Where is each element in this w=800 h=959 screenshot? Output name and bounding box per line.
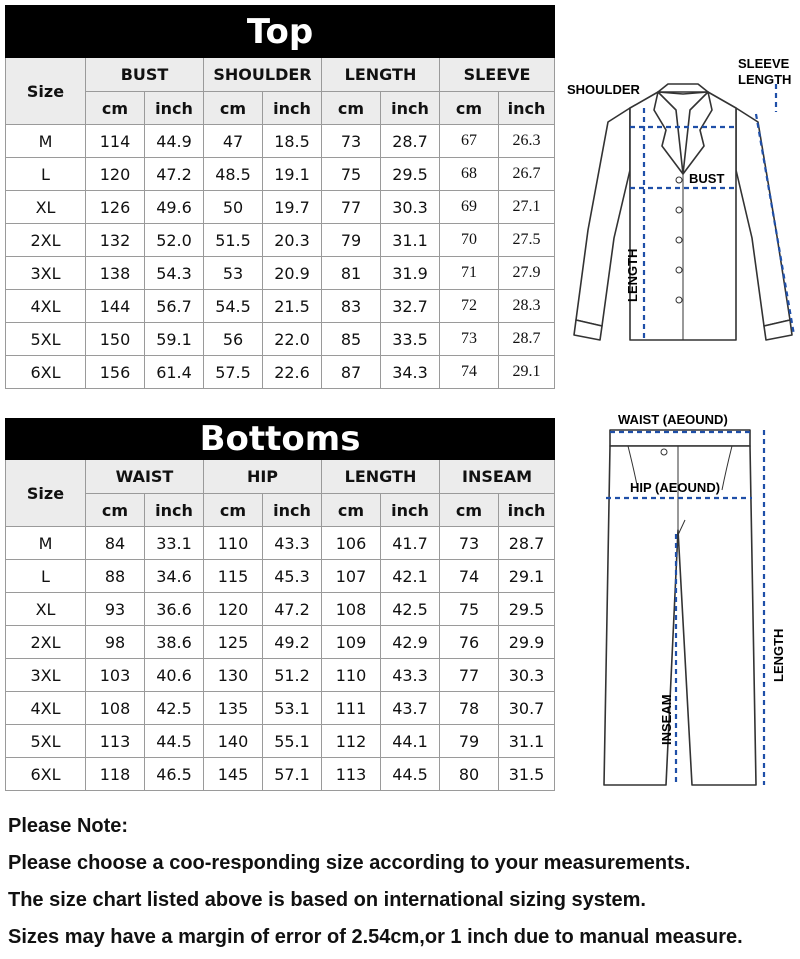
unit-header: inch xyxy=(263,494,322,527)
table-cell: 53.1 xyxy=(263,692,322,725)
table-cell: 85 xyxy=(322,323,381,356)
table-cell: 112 xyxy=(322,725,381,758)
unit-header: cm xyxy=(440,494,499,527)
table-cell: 19.7 xyxy=(263,191,322,224)
bust-header: BUST xyxy=(86,58,204,92)
table-cell: 53 xyxy=(204,257,263,290)
table-cell: 49.2 xyxy=(263,626,322,659)
sleeve-label-line2: LENGTH xyxy=(738,72,792,87)
size-cell: 3XL xyxy=(6,257,86,290)
table-cell: 29.1 xyxy=(499,560,555,593)
table-cell: 51.5 xyxy=(204,224,263,257)
size-header: Size xyxy=(6,58,86,125)
table-cell: 29.9 xyxy=(499,626,555,659)
table-cell: 115 xyxy=(204,560,263,593)
table-cell: 18.5 xyxy=(263,125,322,158)
inseam-header: INSEAM xyxy=(440,460,555,494)
table-cell: 30.7 xyxy=(499,692,555,725)
table-cell: 46.5 xyxy=(145,758,204,791)
table-cell: 22.6 xyxy=(263,356,322,389)
table-cell: 120 xyxy=(204,593,263,626)
table-row xyxy=(6,323,555,356)
table-cell: 83 xyxy=(322,290,381,323)
table-cell: 26.3 xyxy=(499,125,555,158)
size-cell: 3XL xyxy=(6,659,86,692)
table-cell: 28.7 xyxy=(499,323,555,356)
table-cell: 110 xyxy=(322,659,381,692)
table-cell: 49.6 xyxy=(145,191,204,224)
table-cell: 80 xyxy=(440,758,499,791)
table-cell: 107 xyxy=(322,560,381,593)
pants-button xyxy=(661,449,667,455)
table-cell: 111 xyxy=(322,692,381,725)
sleeve-header: SLEEVE xyxy=(440,58,555,92)
table-cell: 75 xyxy=(322,158,381,191)
shirt-button-1 xyxy=(676,177,682,183)
unit-header: cm xyxy=(440,92,499,125)
size-cell: L xyxy=(6,158,86,191)
table-cell: 108 xyxy=(86,692,145,725)
table-cell: 73 xyxy=(440,323,499,356)
table-cell: 33.1 xyxy=(145,527,204,560)
table-cell: 28.7 xyxy=(499,527,555,560)
table-cell: 61.4 xyxy=(145,356,204,389)
size-cell: 6XL xyxy=(6,758,86,791)
table-cell: 55.1 xyxy=(263,725,322,758)
table-row xyxy=(6,593,555,626)
table-row xyxy=(6,626,555,659)
table-cell: 113 xyxy=(86,725,145,758)
table-row xyxy=(6,257,555,290)
table-cell: 114 xyxy=(86,125,145,158)
shoulder-header: SHOULDER xyxy=(204,58,322,92)
unit-header: cm xyxy=(86,494,145,527)
table-cell: 40.6 xyxy=(145,659,204,692)
length-header: LENGTH xyxy=(322,460,440,494)
table-row xyxy=(6,659,555,692)
table-cell: 31.1 xyxy=(499,725,555,758)
unit-header: inch xyxy=(263,92,322,125)
shirt-button-3 xyxy=(676,237,682,243)
table-cell: 20.9 xyxy=(263,257,322,290)
table-cell: 73 xyxy=(440,527,499,560)
table-cell: 78 xyxy=(440,692,499,725)
table-row xyxy=(6,125,555,158)
size-cell: 2XL xyxy=(6,626,86,659)
table-cell: 43.3 xyxy=(381,659,440,692)
table-cell: 21.5 xyxy=(263,290,322,323)
table-cell: 44.1 xyxy=(381,725,440,758)
table-cell: 125 xyxy=(204,626,263,659)
table-cell: 126 xyxy=(86,191,145,224)
table-cell: 103 xyxy=(86,659,145,692)
table-cell: 59.1 xyxy=(145,323,204,356)
hip-label: HIP (AEOUND) xyxy=(630,480,721,495)
table-cell: 42.1 xyxy=(381,560,440,593)
size-cell: 4XL xyxy=(6,692,86,725)
table-cell: 42.5 xyxy=(145,692,204,725)
bottoms-size-table xyxy=(5,418,555,791)
unit-header: cm xyxy=(322,494,381,527)
table-cell: 138 xyxy=(86,257,145,290)
pants-length-label: LENGTH xyxy=(771,628,786,682)
table-cell: 42.5 xyxy=(381,593,440,626)
table-row xyxy=(6,527,555,560)
bottoms-table-title: Bottoms xyxy=(6,419,555,460)
table-cell: 26.7 xyxy=(499,158,555,191)
table-cell: 54.5 xyxy=(204,290,263,323)
unit-header: cm xyxy=(204,92,263,125)
unit-header: inch xyxy=(499,92,555,125)
table-cell: 29.5 xyxy=(381,158,440,191)
unit-header: cm xyxy=(322,92,381,125)
table-cell: 120 xyxy=(86,158,145,191)
shirt-back-collar xyxy=(658,84,708,92)
table-cell: 57.5 xyxy=(204,356,263,389)
shirt-left-sleeve xyxy=(576,108,630,326)
table-cell: 41.7 xyxy=(381,527,440,560)
table-cell: 47.2 xyxy=(145,158,204,191)
table-cell: 130 xyxy=(204,659,263,692)
length-label: LENGTH xyxy=(625,248,640,302)
size-cell: 6XL xyxy=(6,356,86,389)
table-cell: 93 xyxy=(86,593,145,626)
shirt-button-2 xyxy=(676,207,682,213)
table-cell: 29.1 xyxy=(499,356,555,389)
table-cell: 77 xyxy=(322,191,381,224)
table-cell: 28.3 xyxy=(499,290,555,323)
sleeve-label-line1: SLEEVE xyxy=(738,56,790,71)
unit-header: inch xyxy=(381,92,440,125)
table-cell: 19.1 xyxy=(263,158,322,191)
table-row xyxy=(6,191,555,224)
table-cell: 81 xyxy=(322,257,381,290)
table-row xyxy=(6,290,555,323)
table-cell: 52.0 xyxy=(145,224,204,257)
table-cell: 31.1 xyxy=(381,224,440,257)
table-cell: 76 xyxy=(440,626,499,659)
pants-legs xyxy=(604,446,756,785)
table-cell: 34.6 xyxy=(145,560,204,593)
table-cell: 79 xyxy=(440,725,499,758)
table-cell: 144 xyxy=(86,290,145,323)
table-cell: 56.7 xyxy=(145,290,204,323)
table-cell: 27.9 xyxy=(499,257,555,290)
table-cell: 140 xyxy=(204,725,263,758)
unit-header: inch xyxy=(145,494,204,527)
unit-header: inch xyxy=(145,92,204,125)
table-cell: 43.3 xyxy=(263,527,322,560)
bust-label: BUST xyxy=(689,171,725,186)
top-size-table xyxy=(5,5,555,389)
table-cell: 30.3 xyxy=(499,659,555,692)
table-cell: 45.3 xyxy=(263,560,322,593)
table-cell: 67 xyxy=(440,125,499,158)
table-cell: 150 xyxy=(86,323,145,356)
unit-header: cm xyxy=(204,494,263,527)
size-cell: L xyxy=(6,560,86,593)
table-row xyxy=(6,224,555,257)
table-cell: 42.9 xyxy=(381,626,440,659)
table-cell: 156 xyxy=(86,356,145,389)
table-cell: 145 xyxy=(204,758,263,791)
table-row xyxy=(6,356,555,389)
table-cell: 20.3 xyxy=(263,224,322,257)
table-cell: 27.1 xyxy=(499,191,555,224)
size-cell: 2XL xyxy=(6,224,86,257)
table-cell: 132 xyxy=(86,224,145,257)
unit-header: inch xyxy=(499,494,555,527)
table-cell: 38.6 xyxy=(145,626,204,659)
table-cell: 87 xyxy=(322,356,381,389)
table-cell: 43.7 xyxy=(381,692,440,725)
table-cell: 72 xyxy=(440,290,499,323)
notes-line-1: Please choose a coo-responding size according to your measurements. xyxy=(8,852,691,874)
size-cell: M xyxy=(6,527,86,560)
size-cell: XL xyxy=(6,593,86,626)
size-cell: 4XL xyxy=(6,290,86,323)
table-cell: 44.5 xyxy=(145,725,204,758)
size-header: Size xyxy=(6,460,86,527)
table-cell: 77 xyxy=(440,659,499,692)
size-cell: 5XL xyxy=(6,725,86,758)
table-cell: 79 xyxy=(322,224,381,257)
table-cell: 106 xyxy=(322,527,381,560)
table-cell: 33.5 xyxy=(381,323,440,356)
shirt-right-sleeve xyxy=(736,108,790,326)
table-cell: 74 xyxy=(440,560,499,593)
shirt-button-5 xyxy=(676,297,682,303)
top-table-title: Top xyxy=(6,6,555,58)
table-cell: 47 xyxy=(204,125,263,158)
table-cell: 69 xyxy=(440,191,499,224)
table-cell: 27.5 xyxy=(499,224,555,257)
table-row xyxy=(6,560,555,593)
table-cell: 84 xyxy=(86,527,145,560)
notes-section xyxy=(8,808,798,956)
table-cell: 34.3 xyxy=(381,356,440,389)
pants-measurement-diagram xyxy=(600,410,798,795)
shirt-button-4 xyxy=(676,267,682,273)
table-cell: 30.3 xyxy=(381,191,440,224)
table-cell: 47.2 xyxy=(263,593,322,626)
table-cell: 71 xyxy=(440,257,499,290)
table-cell: 32.7 xyxy=(381,290,440,323)
length-header: LENGTH xyxy=(322,58,440,92)
table-cell: 110 xyxy=(204,527,263,560)
table-cell: 57.1 xyxy=(263,758,322,791)
size-cell: M xyxy=(6,125,86,158)
shirt-measurement-diagram xyxy=(558,50,798,350)
table-cell: 56 xyxy=(204,323,263,356)
table-cell: 135 xyxy=(204,692,263,725)
table-cell: 48.5 xyxy=(204,158,263,191)
table-cell: 118 xyxy=(86,758,145,791)
table-cell: 88 xyxy=(86,560,145,593)
notes-heading: Please Note: xyxy=(8,815,129,837)
table-cell: 108 xyxy=(322,593,381,626)
table-cell: 98 xyxy=(86,626,145,659)
table-cell: 50 xyxy=(204,191,263,224)
table-cell: 36.6 xyxy=(145,593,204,626)
table-cell: 68 xyxy=(440,158,499,191)
notes-line-2: The size chart listed above is based on international sizing system. xyxy=(8,889,646,911)
size-cell: 5XL xyxy=(6,323,86,356)
table-cell: 75 xyxy=(440,593,499,626)
notes-line-3: Sizes may have a margin of error of 2.54cm,or 1 inch due to manual measure. xyxy=(8,926,743,948)
inseam-label: INSEAM xyxy=(659,694,674,745)
table-cell: 113 xyxy=(322,758,381,791)
table-cell: 73 xyxy=(322,125,381,158)
waist-label: WAIST (AEOUND) xyxy=(618,412,728,427)
table-cell: 44.5 xyxy=(381,758,440,791)
table-cell: 54.3 xyxy=(145,257,204,290)
table-cell: 74 xyxy=(440,356,499,389)
table-cell: 44.9 xyxy=(145,125,204,158)
table-cell: 28.7 xyxy=(381,125,440,158)
size-cell: XL xyxy=(6,191,86,224)
table-row xyxy=(6,692,555,725)
table-cell: 22.0 xyxy=(263,323,322,356)
table-row xyxy=(6,158,555,191)
table-cell: 31.9 xyxy=(381,257,440,290)
table-cell: 51.2 xyxy=(263,659,322,692)
table-row xyxy=(6,758,555,791)
unit-header: cm xyxy=(86,92,145,125)
table-cell: 31.5 xyxy=(499,758,555,791)
table-cell: 109 xyxy=(322,626,381,659)
unit-header: inch xyxy=(381,494,440,527)
waist-header: WAIST xyxy=(86,460,204,494)
table-row xyxy=(6,725,555,758)
table-cell: 29.5 xyxy=(499,593,555,626)
shoulder-label: SHOULDER xyxy=(567,82,640,97)
table-cell: 70 xyxy=(440,224,499,257)
hip-header: HIP xyxy=(204,460,322,494)
